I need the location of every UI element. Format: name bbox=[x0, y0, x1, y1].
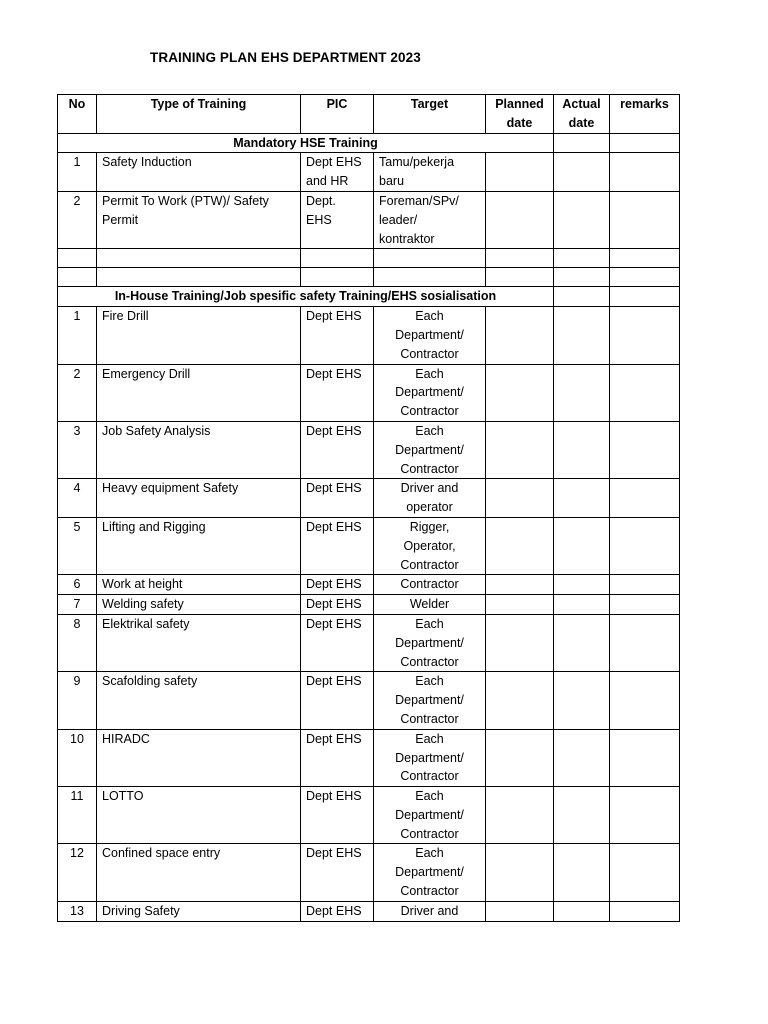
remarks-cell bbox=[610, 421, 680, 478]
table-row bbox=[58, 364, 680, 421]
table-cell bbox=[58, 268, 97, 287]
planned-date-cell bbox=[486, 479, 554, 518]
table-row bbox=[58, 479, 680, 518]
row-number: 1 bbox=[58, 307, 97, 364]
table-cell bbox=[97, 249, 301, 268]
target-cell: Driver and operator bbox=[374, 479, 486, 518]
table-row bbox=[58, 421, 680, 478]
row-number: 1 bbox=[58, 153, 97, 192]
table-cell bbox=[610, 268, 680, 287]
actual-date-cell bbox=[554, 595, 610, 615]
header-remarks: remarks bbox=[610, 95, 680, 134]
remarks-cell bbox=[610, 901, 680, 921]
table-cell bbox=[374, 249, 486, 268]
row-number: 10 bbox=[58, 729, 97, 786]
pic-cell: Dept EHS bbox=[301, 364, 374, 421]
target-cell: Foreman/SPv/ leader/ kontraktor bbox=[374, 191, 486, 248]
row-number: 8 bbox=[58, 614, 97, 671]
row-number: 5 bbox=[58, 517, 97, 574]
training-type: Scafolding safety bbox=[97, 672, 301, 729]
table-cell bbox=[301, 268, 374, 287]
row-number: 9 bbox=[58, 672, 97, 729]
remarks-cell bbox=[610, 517, 680, 574]
table-cell bbox=[610, 249, 680, 268]
training-type: Permit To Work (PTW)/ Safety Permit bbox=[97, 191, 301, 248]
header-type: Type of Training bbox=[97, 95, 301, 134]
remarks-cell bbox=[610, 307, 680, 364]
table-cell bbox=[374, 268, 486, 287]
remarks-cell bbox=[610, 844, 680, 901]
pic-cell: Dept EHS and HR bbox=[301, 153, 374, 192]
target-cell: Contractor bbox=[374, 575, 486, 595]
training-type: Emergency Drill bbox=[97, 364, 301, 421]
actual-date-cell bbox=[554, 479, 610, 518]
planned-date-cell bbox=[486, 614, 554, 671]
actual-date-cell bbox=[554, 729, 610, 786]
table-row bbox=[58, 844, 680, 901]
row-number: 12 bbox=[58, 844, 97, 901]
row-number: 2 bbox=[58, 191, 97, 248]
section-row-mandatory bbox=[58, 133, 680, 153]
table-row bbox=[58, 614, 680, 671]
section-title-mandatory: Mandatory HSE Training bbox=[58, 133, 554, 153]
training-type: Fire Drill bbox=[97, 307, 301, 364]
table-row bbox=[58, 729, 680, 786]
empty-row bbox=[58, 268, 680, 287]
target-cell: Each Department/ Contractor bbox=[374, 614, 486, 671]
remarks-cell bbox=[610, 153, 680, 192]
target-cell: Driver and bbox=[374, 901, 486, 921]
target-cell: Each Department/ Contractor bbox=[374, 421, 486, 478]
table-row bbox=[58, 672, 680, 729]
planned-date-cell bbox=[486, 517, 554, 574]
planned-date-cell bbox=[486, 364, 554, 421]
actual-date-cell bbox=[554, 844, 610, 901]
header-no: No bbox=[58, 95, 97, 134]
target-cell: Each Department/ Contractor bbox=[374, 729, 486, 786]
planned-date-cell bbox=[486, 901, 554, 921]
table-cell bbox=[554, 133, 610, 153]
actual-date-cell bbox=[554, 614, 610, 671]
pic-cell: Dept EHS bbox=[301, 595, 374, 615]
header-pic: PIC bbox=[301, 95, 374, 134]
planned-date-cell bbox=[486, 575, 554, 595]
remarks-cell bbox=[610, 614, 680, 671]
table-row bbox=[58, 595, 680, 615]
target-cell: Rigger, Operator, Contractor bbox=[374, 517, 486, 574]
actual-date-cell bbox=[554, 787, 610, 844]
table-cell bbox=[554, 287, 610, 307]
target-cell: Each Department/ Contractor bbox=[374, 307, 486, 364]
pic-cell: Dept EHS bbox=[301, 844, 374, 901]
target-cell: Tamu/pekerja baru bbox=[374, 153, 486, 192]
actual-date-cell bbox=[554, 901, 610, 921]
table-row bbox=[58, 901, 680, 921]
training-type: Elektrikal safety bbox=[97, 614, 301, 671]
training-type: Lifting and Rigging bbox=[97, 517, 301, 574]
table-cell bbox=[610, 287, 680, 307]
actual-date-cell bbox=[554, 672, 610, 729]
table-cell bbox=[554, 268, 610, 287]
remarks-cell bbox=[610, 787, 680, 844]
actual-date-cell bbox=[554, 364, 610, 421]
training-type: HIRADC bbox=[97, 729, 301, 786]
table-cell bbox=[554, 249, 610, 268]
row-number: 2 bbox=[58, 364, 97, 421]
table-cell bbox=[58, 249, 97, 268]
remarks-cell bbox=[610, 595, 680, 615]
row-number: 4 bbox=[58, 479, 97, 518]
remarks-cell bbox=[610, 575, 680, 595]
table-cell bbox=[486, 268, 554, 287]
training-type: Safety Induction bbox=[97, 153, 301, 192]
section-row-inhouse bbox=[58, 287, 680, 307]
table-row bbox=[58, 153, 680, 192]
remarks-cell bbox=[610, 729, 680, 786]
pic-cell: Dept EHS bbox=[301, 517, 374, 574]
table-row bbox=[58, 787, 680, 844]
row-number: 3 bbox=[58, 421, 97, 478]
header-target: Target bbox=[374, 95, 486, 134]
remarks-cell bbox=[610, 364, 680, 421]
row-number: 11 bbox=[58, 787, 97, 844]
table-cell bbox=[301, 249, 374, 268]
actual-date-cell bbox=[554, 307, 610, 364]
page-title: TRAINING PLAN EHS DEPARTMENT 2023 bbox=[150, 50, 421, 65]
empty-row bbox=[58, 249, 680, 268]
pic-cell: Dept EHS bbox=[301, 307, 374, 364]
training-type: Confined space entry bbox=[97, 844, 301, 901]
remarks-cell bbox=[610, 191, 680, 248]
section-title-inhouse: In-House Training/Job spesific safety Training/EHS sosialisation bbox=[58, 287, 554, 307]
target-cell: Each Department/ Contractor bbox=[374, 364, 486, 421]
actual-date-cell bbox=[554, 421, 610, 478]
training-type: Work at height bbox=[97, 575, 301, 595]
target-cell: Each Department/ Contractor bbox=[374, 844, 486, 901]
row-number: 7 bbox=[58, 595, 97, 615]
planned-date-cell bbox=[486, 595, 554, 615]
pic-cell: Dept EHS bbox=[301, 479, 374, 518]
header-row bbox=[58, 95, 680, 134]
actual-date-cell bbox=[554, 153, 610, 192]
training-type: Job Safety Analysis bbox=[97, 421, 301, 478]
table-cell bbox=[97, 268, 301, 287]
pic-cell: Dept EHS bbox=[301, 729, 374, 786]
pic-cell: Dept EHS bbox=[301, 575, 374, 595]
table-cell bbox=[610, 133, 680, 153]
planned-date-cell bbox=[486, 787, 554, 844]
remarks-cell bbox=[610, 479, 680, 518]
planned-date-cell bbox=[486, 672, 554, 729]
pic-cell: Dept. EHS bbox=[301, 191, 374, 248]
pic-cell: Dept EHS bbox=[301, 901, 374, 921]
planned-date-cell bbox=[486, 421, 554, 478]
pic-cell: Dept EHS bbox=[301, 614, 374, 671]
training-plan-table bbox=[57, 94, 680, 922]
remarks-cell bbox=[610, 672, 680, 729]
table-row bbox=[58, 517, 680, 574]
target-cell: Welder bbox=[374, 595, 486, 615]
table-row bbox=[58, 307, 680, 364]
target-cell: Each Department/ Contractor bbox=[374, 787, 486, 844]
row-number: 13 bbox=[58, 901, 97, 921]
actual-date-cell bbox=[554, 191, 610, 248]
actual-date-cell bbox=[554, 517, 610, 574]
planned-date-cell bbox=[486, 729, 554, 786]
table-row bbox=[58, 575, 680, 595]
planned-date-cell bbox=[486, 844, 554, 901]
pic-cell: Dept EHS bbox=[301, 672, 374, 729]
planned-date-cell bbox=[486, 153, 554, 192]
training-type: LOTTO bbox=[97, 787, 301, 844]
planned-date-cell bbox=[486, 191, 554, 248]
training-type: Heavy equipment Safety bbox=[97, 479, 301, 518]
header-actual-date: Actual date bbox=[554, 95, 610, 134]
table-cell bbox=[486, 249, 554, 268]
header-planned-date: Planned date bbox=[486, 95, 554, 134]
pic-cell: Dept EHS bbox=[301, 421, 374, 478]
pic-cell: Dept EHS bbox=[301, 787, 374, 844]
training-type: Welding safety bbox=[97, 595, 301, 615]
target-cell: Each Department/ Contractor bbox=[374, 672, 486, 729]
actual-date-cell bbox=[554, 575, 610, 595]
row-number: 6 bbox=[58, 575, 97, 595]
training-type: Driving Safety bbox=[97, 901, 301, 921]
planned-date-cell bbox=[486, 307, 554, 364]
table-row bbox=[58, 191, 680, 248]
